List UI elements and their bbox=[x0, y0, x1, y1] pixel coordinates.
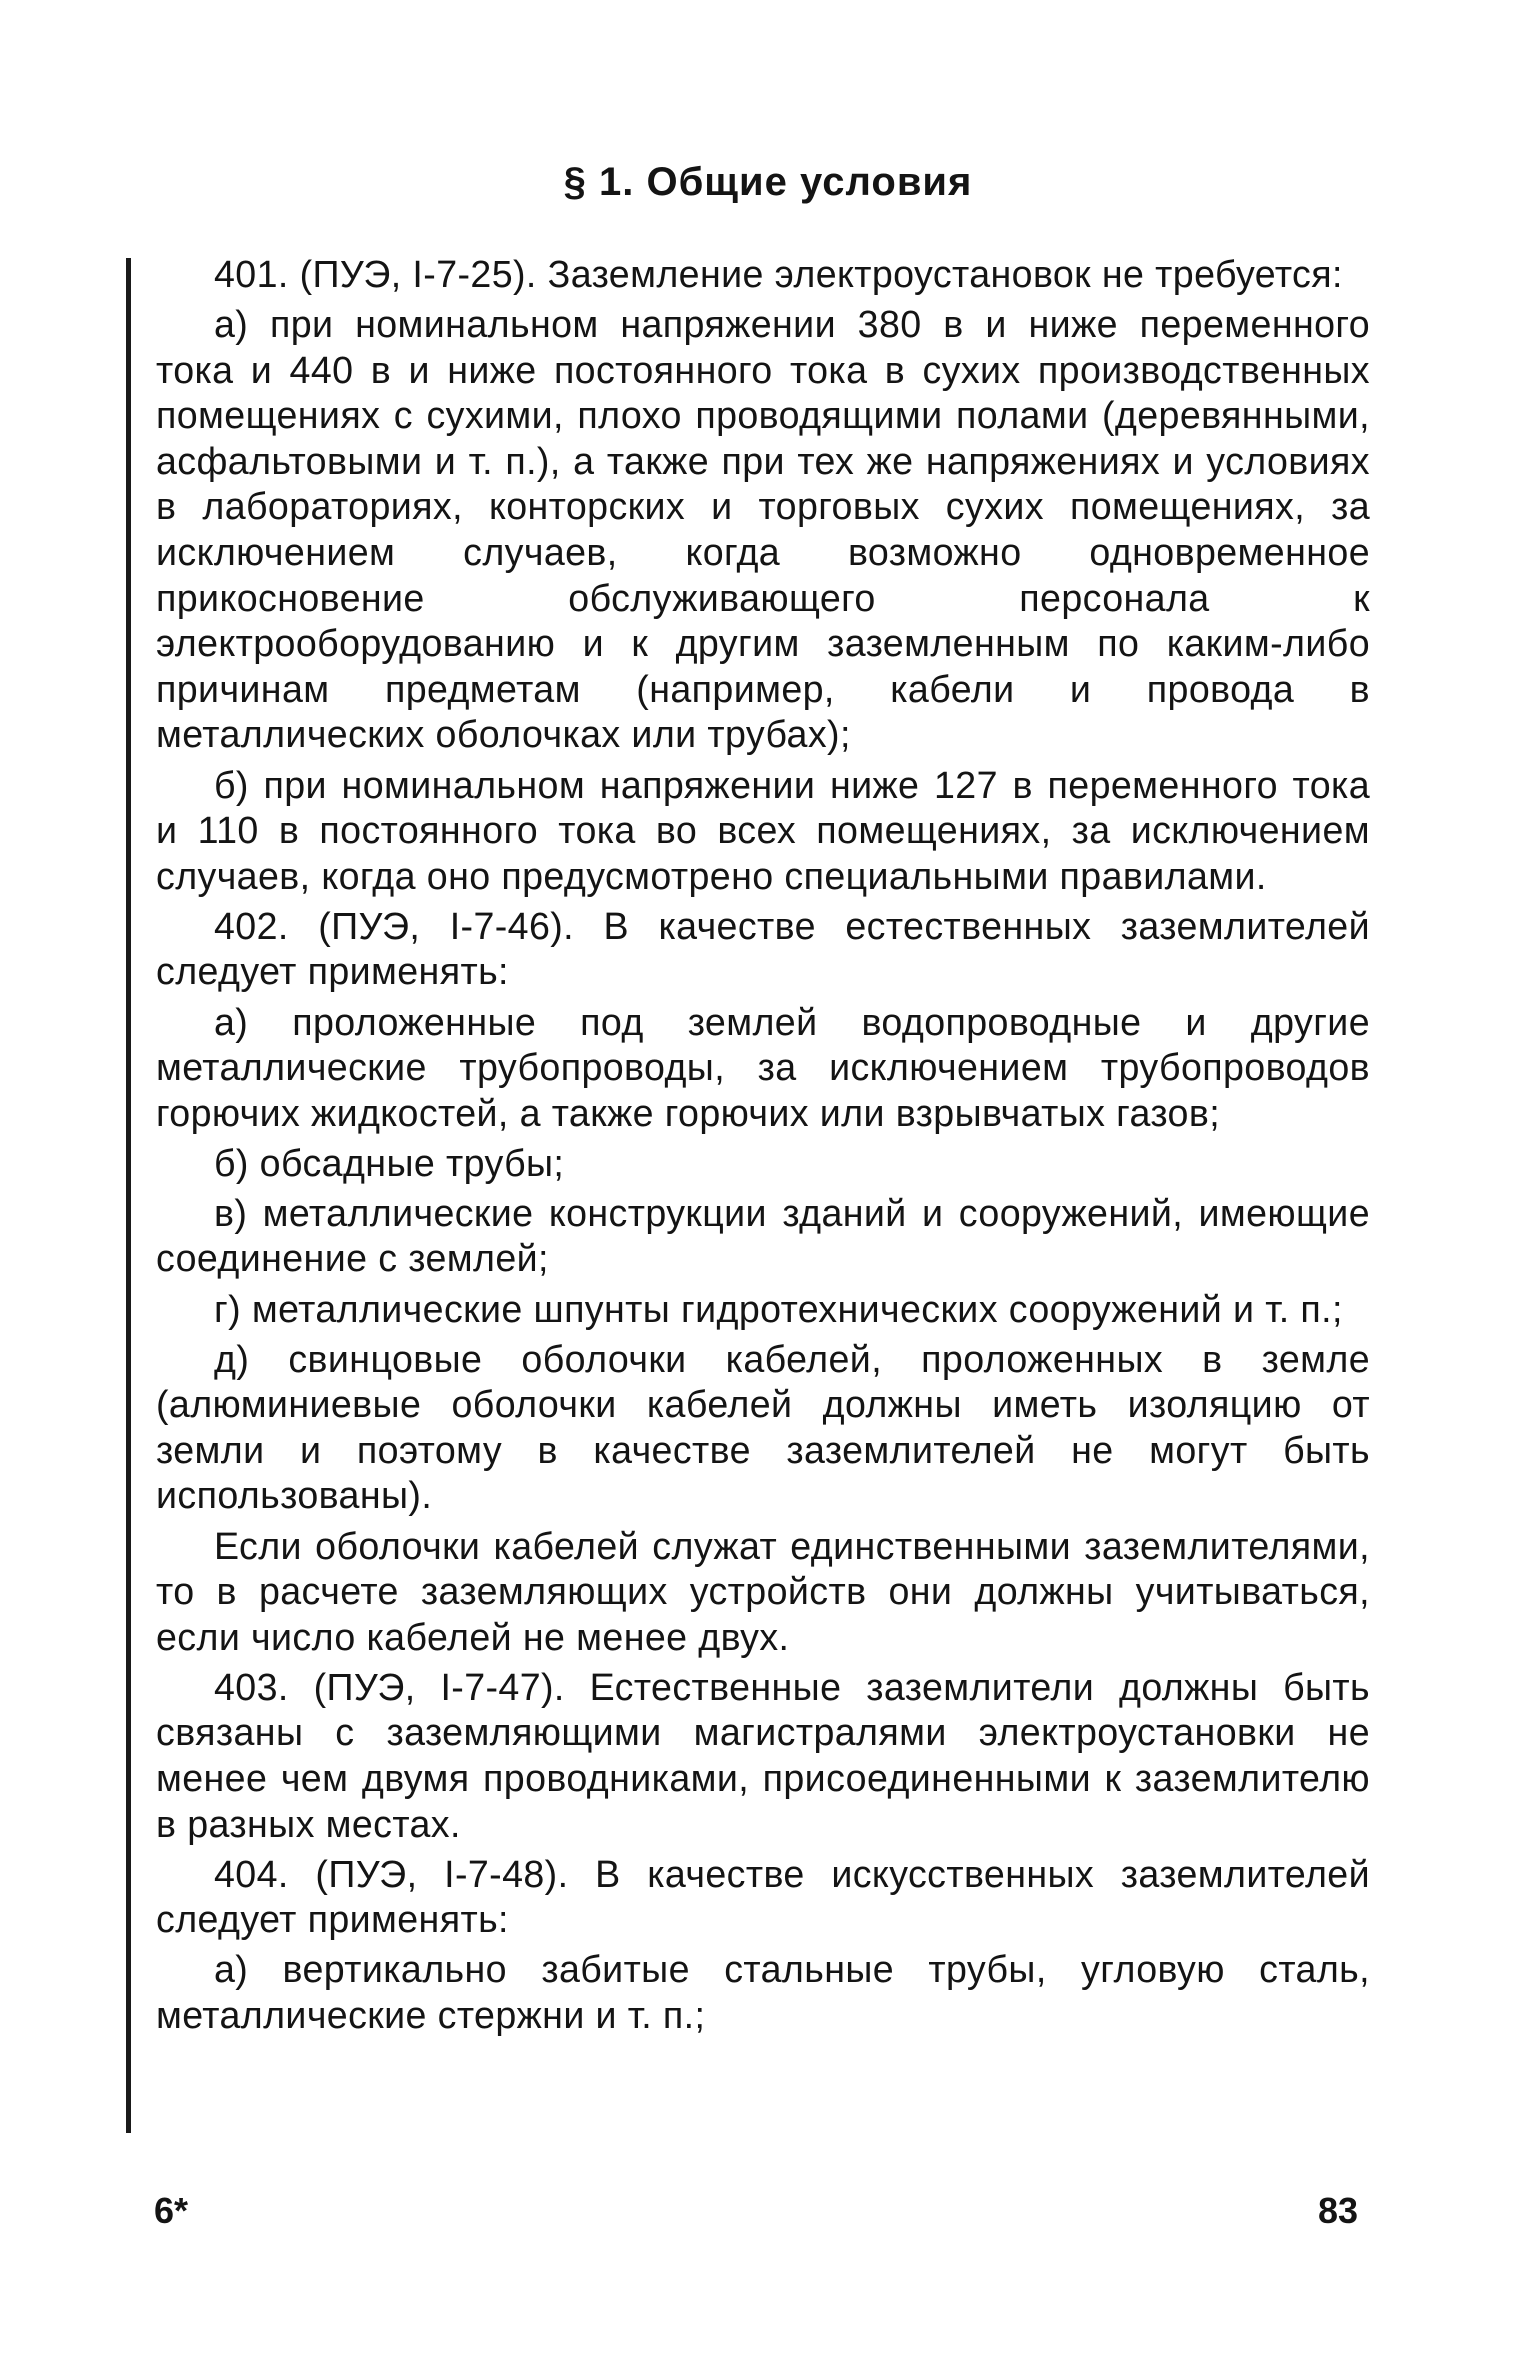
paragraph-402-a: а) проложенные под землей водопроводные и другие металлические трубопроводы, за исключением трубопроводов горючих жидкостей, а также горючих или взрывчатых газов; bbox=[156, 1000, 1370, 1134]
paragraph-401: 401. (ПУЭ, I-7-25). Заземление электроустановок не требуется: bbox=[214, 253, 1343, 295]
page-number: 83 bbox=[1318, 2190, 1359, 2231]
paragraph-401-b: б) при номинальном напряжении ниже 127 в переменного тока и 110 в постоянного тока во всех помещениях, за исключением случаев, когда оно предусмотрено специальными правилами. bbox=[156, 763, 1370, 897]
paragraph-401-a: а) при номинальном напряжении 380 в и ниже переменного тока и 440 в и ниже постоянного тока в сухих производственных помещениях с сухими, плохо проводящими полами (деревянными, асфальтовыми и т. п.), а также при тех же напряжениях и условиях в лабораториях, конторских и торговых сухих помещениях, за исключением случаев, когда возможно одновременное прикосновение обслуживающего персонала к электрооборудованию и к другим заземленным по каким-либо причинам предметам (например, кабели и провода в металлических оболочках или трубах); bbox=[156, 303, 1370, 756]
paragraph-404: 404. (ПУЭ, I-7-48). В качестве искусственных заземлителей следует применять: bbox=[156, 1852, 1370, 1941]
body-text bbox=[156, 252, 1370, 2043]
paragraph-402-v: в) металлические конструкции зданий и сооружений, имеющие соединение с землей; bbox=[156, 1191, 1370, 1280]
section-heading: § 1. Общие условия bbox=[563, 160, 973, 204]
signature-mark: 6* bbox=[154, 2190, 189, 2231]
paragraph-402-note: Если оболочки кабелей служат единственными заземлителями, то в расчете заземляющих устройств они должны учитываться, если число кабелей не менее двух. bbox=[156, 1524, 1370, 1658]
paragraph-403: 403. (ПУЭ, I-7-47). Естественные заземлители должны быть связаны с заземляющими магистралями электроустановки не менее чем двумя проводниками, присоединенными к заземлителю в разных местах. bbox=[156, 1665, 1370, 1845]
paragraph-402: 402. (ПУЭ, I-7-46). В качестве естественных заземлителей следует применять: bbox=[156, 904, 1370, 993]
paragraph-402-d: д) свинцовые оболочки кабелей, проложенных в земле (алюминиевые оболочки кабелей должны иметь изоляцию от земли и поэтому в качестве заземлителей не могут быть использованы). bbox=[156, 1337, 1370, 1517]
paragraph-404-a: а) вертикально забитые стальные трубы, угловую сталь, металлические стержни и т. п.; bbox=[156, 1948, 1370, 2036]
paragraph-402-g: г) металлические шпунты гидротехнических сооружений и т. п.; bbox=[214, 1287, 1343, 1330]
paragraph-402-b: б) обсадные трубы; bbox=[214, 1141, 565, 1184]
margin-rule bbox=[126, 258, 131, 2133]
